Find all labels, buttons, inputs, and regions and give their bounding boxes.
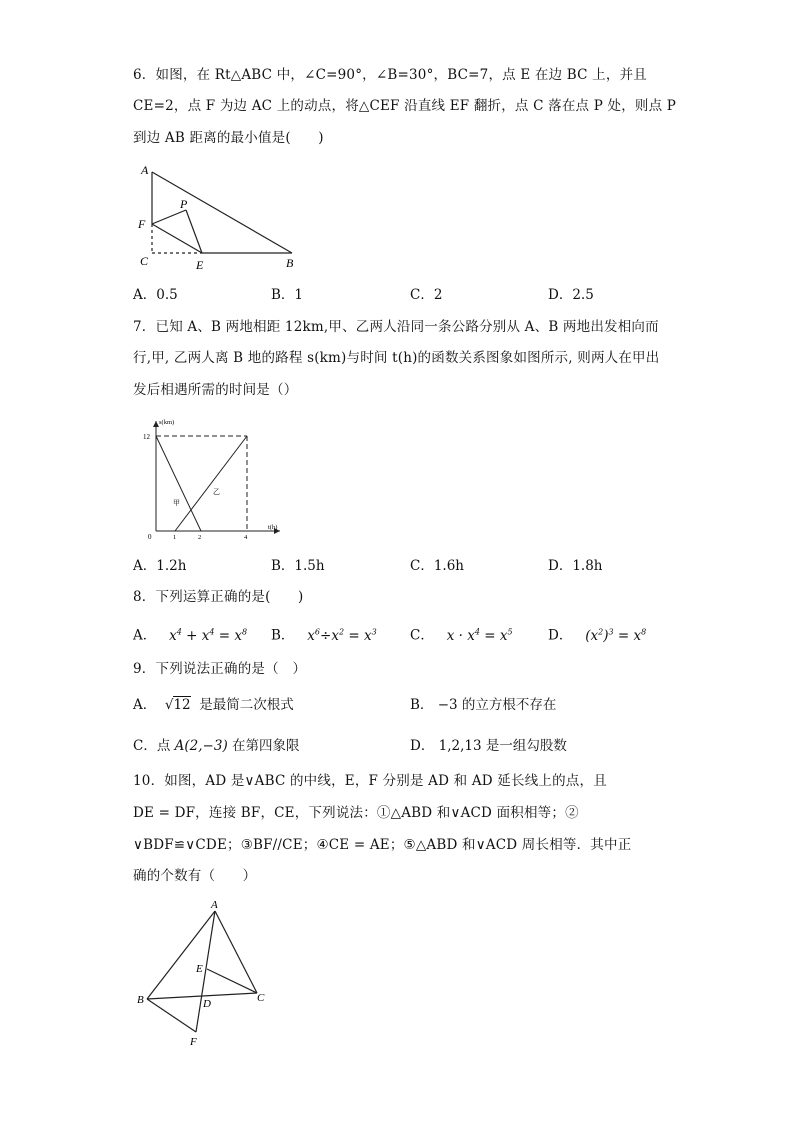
q9-option-c bbox=[133, 737, 300, 755]
q10-label-b: B bbox=[137, 994, 144, 1006]
q8-option-c-label: C． bbox=[410, 627, 434, 644]
q8-option-d-formula: $(x^2)^3 = x^8$ bbox=[576, 627, 647, 644]
q10-line-1: 10．如图，AD 是∨ABC 的中线，E，F 分别是 AD 和 AD 延长线上的点，且 bbox=[133, 773, 607, 789]
q9-option-b-label: B． bbox=[410, 697, 434, 713]
q6-label-p: P bbox=[180, 197, 188, 211]
q7-x-axis-label: t(h) bbox=[268, 524, 278, 531]
q9-option-a-radical: √12 bbox=[160, 697, 191, 713]
q8-option-b bbox=[271, 623, 377, 645]
q8-stem: 8．下列运算正确的是( ) bbox=[133, 589, 304, 605]
q10-label-e: E bbox=[196, 963, 203, 975]
q7-line-label-jia: 甲 bbox=[173, 499, 180, 507]
q9-option-b-text: −3 的立方根不存在 bbox=[437, 697, 557, 713]
q6-triangle-figure bbox=[130, 158, 305, 276]
q9-option-b bbox=[410, 696, 556, 714]
q10-label-a: A bbox=[211, 899, 218, 911]
q8-option-d-label: D． bbox=[548, 627, 573, 644]
q9-option-d-numbers: 1,2,13 bbox=[438, 738, 482, 754]
q6-option-c: C．2 bbox=[410, 287, 443, 303]
q7-option-c: C．1.6h bbox=[410, 558, 464, 574]
q6-line-3: 到边 AB 距离的最小值是( ) bbox=[133, 130, 324, 146]
q8-option-b-label: B． bbox=[271, 627, 295, 644]
q7-option-a: A．1.2h bbox=[133, 558, 187, 574]
q9-option-a-text: 是最简二次根式 bbox=[199, 697, 294, 713]
q7-line-3: 发后相遇所需的时间是（） bbox=[133, 382, 298, 398]
q9-option-c-point: A(2,−3) bbox=[174, 738, 228, 754]
q9-option-c-label: C．点 bbox=[133, 738, 171, 754]
q9-option-a-label: A． bbox=[133, 697, 157, 713]
q8-option-a bbox=[133, 623, 247, 645]
q9-option-c-text: 在第四象限 bbox=[232, 738, 300, 754]
q6-option-b: B．1 bbox=[271, 287, 304, 303]
q10-triangle-figure bbox=[133, 895, 278, 1050]
q9-option-a bbox=[133, 696, 294, 714]
q8-option-b-formula: $x^6\div x^2 = x^3$ bbox=[298, 627, 377, 644]
q10-label-d: D bbox=[203, 998, 211, 1010]
q6-line-2: CE=2，点 F 为边 AC 上的动点，将△CEF 沿直线 EF 翻折，点 C 落在点 P 处，则点 P bbox=[133, 98, 677, 114]
q10-line-4: 确的个数有（ ） bbox=[133, 868, 257, 884]
q7-x-tick-4: 4 bbox=[244, 534, 248, 541]
q7-option-d: D．1.8h bbox=[548, 558, 603, 574]
q9-option-d-text: 是一组勾股数 bbox=[485, 738, 567, 754]
q6-label-b: B bbox=[286, 256, 294, 270]
q10-label-f: F bbox=[190, 1036, 197, 1048]
q8-option-d bbox=[548, 623, 646, 645]
q9-stem: 9．下列说法正确的是（ ） bbox=[133, 661, 307, 677]
q8-option-a-label: A． bbox=[133, 627, 157, 644]
q7-y-tick-12: 12 bbox=[143, 433, 150, 441]
q7-x-tick-1: 1 bbox=[173, 534, 177, 541]
q6-option-a: A．0.5 bbox=[133, 287, 178, 303]
q10-label-c: C bbox=[257, 992, 265, 1004]
q7-option-b: B．1.5h bbox=[271, 558, 325, 574]
q6-option-d: D．2.5 bbox=[548, 287, 594, 303]
q8-option-c bbox=[410, 623, 513, 645]
q9-option-d bbox=[410, 737, 567, 755]
q7-line-1: 7．已知 A、B 两地相距 12km,甲、乙两人沿同一条公路分别从 A、B 两地出发相向而 bbox=[133, 319, 659, 335]
q8-option-a-formula: $x^4 + x^4 = x^8$ bbox=[160, 627, 248, 644]
q6-label-f: F bbox=[138, 217, 146, 231]
q10-line-3: ∨BDF≌∨CDE；③BF//CE；④CE = AE；⑤△ABD 和∨ACD 周长相等．其中正 bbox=[133, 837, 632, 853]
q6-line-1: 6．如图，在 Rt△ABC 中，∠C=90°，∠B=30°，BC=7，点 E 在边 BC 上，并且 bbox=[133, 67, 647, 83]
q8-option-c-formula: $x \cdot x^4 = x^5$ bbox=[438, 627, 513, 644]
q7-x-tick-2: 2 bbox=[198, 534, 202, 541]
q7-line-2: 行,甲, 乙两人离 B 地的路程 s(km)与时间 t(h)的函数关系图象如图所示, 则两人在甲出 bbox=[133, 350, 660, 366]
q6-label-e: E bbox=[196, 258, 204, 272]
q6-label-a: A bbox=[141, 163, 149, 177]
q7-y-axis-label: s(km) bbox=[159, 419, 175, 426]
q9-option-d-label: D． bbox=[410, 738, 435, 754]
q10-line-2: DE = DF，连接 BF，CE，下列说法：①△ABD 和∨ACD 面积相等；② bbox=[133, 805, 579, 821]
q6-label-c: C bbox=[140, 254, 149, 268]
q7-distance-time-graph bbox=[140, 415, 290, 545]
q7-line-label-yi: 乙 bbox=[213, 488, 220, 496]
q7-origin: 0 bbox=[148, 533, 152, 541]
